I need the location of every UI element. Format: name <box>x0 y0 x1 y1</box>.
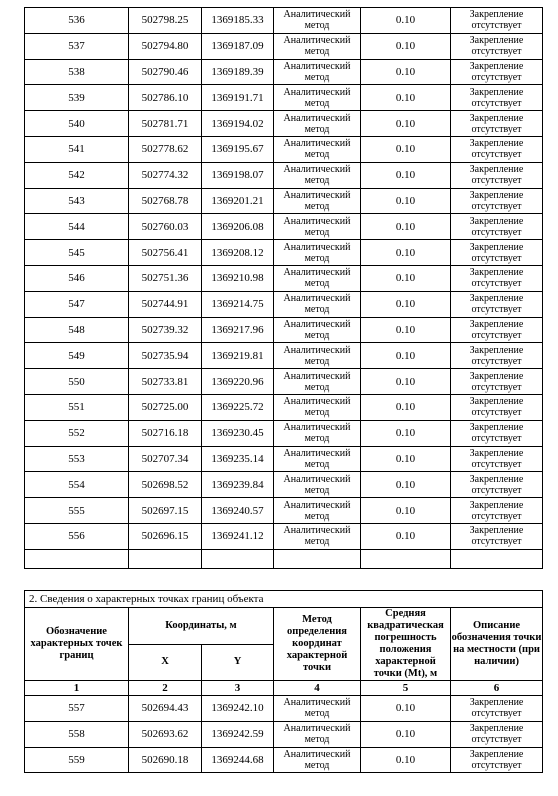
error-cell: 0.10 <box>361 162 451 188</box>
x-coordinate-cell: 502697.15 <box>129 498 202 524</box>
table-row <box>25 162 543 188</box>
error-cell: 0.10 <box>361 498 451 524</box>
description-cell: Закрепление отсутствует <box>451 420 543 446</box>
method-cell: Аналитический метод <box>274 747 361 773</box>
error-cell: 0.10 <box>361 369 451 395</box>
empty-cell <box>129 549 202 568</box>
description-cell: Закрепление отсутствует <box>451 747 543 773</box>
error-cell: 0.10 <box>361 240 451 266</box>
description-cell: Закрепление отсутствует <box>451 498 543 524</box>
description-cell: Закрепление отсутствует <box>451 369 543 395</box>
method-cell: Аналитический метод <box>274 446 361 472</box>
table-row <box>25 394 543 420</box>
point-number-cell: 556 <box>25 523 129 549</box>
description-cell: Закрепление отсутствует <box>451 136 543 162</box>
y-coordinate-cell: 1369241.12 <box>202 523 274 549</box>
col-number: 1 <box>25 681 129 696</box>
x-coordinate-cell: 502786.10 <box>129 85 202 111</box>
method-cell: Аналитический метод <box>274 317 361 343</box>
point-number-cell: 551 <box>25 394 129 420</box>
point-number-cell: 552 <box>25 420 129 446</box>
table-row <box>25 369 543 395</box>
y-coordinate-cell: 1369230.45 <box>202 420 274 446</box>
method-cell: Аналитический метод <box>274 265 361 291</box>
point-number-cell: 558 <box>25 721 129 747</box>
description-cell: Закрепление отсутствует <box>451 265 543 291</box>
method-cell: Аналитический метод <box>274 291 361 317</box>
x-coordinate-cell: 502739.32 <box>129 317 202 343</box>
description-cell: Закрепление отсутствует <box>451 162 543 188</box>
empty-cell <box>25 549 129 568</box>
table-row <box>25 747 543 773</box>
y-coordinate-cell: 1369201.21 <box>202 188 274 214</box>
table-row <box>25 136 543 162</box>
method-cell: Аналитический метод <box>274 696 361 722</box>
header-description: Описание обозначения точки на местности (при наличии) <box>451 608 543 681</box>
y-coordinate-cell: 1369191.71 <box>202 85 274 111</box>
description-cell: Закрепление отсутствует <box>451 240 543 266</box>
method-cell: Аналитический метод <box>274 394 361 420</box>
error-cell: 0.10 <box>361 214 451 240</box>
y-coordinate-cell: 1369242.10 <box>202 696 274 722</box>
y-coordinate-cell: 1369219.81 <box>202 343 274 369</box>
table-row <box>25 240 543 266</box>
header-method: Метод определения координат характерной точки <box>274 608 361 681</box>
x-coordinate-cell: 502768.78 <box>129 188 202 214</box>
table-row <box>25 498 543 524</box>
coordinates-table-continued <box>24 7 543 569</box>
table-row <box>25 59 543 85</box>
x-coordinate-cell: 502794.80 <box>129 33 202 59</box>
method-cell: Аналитический метод <box>274 369 361 395</box>
y-coordinate-cell: 1369195.67 <box>202 136 274 162</box>
description-cell: Закрепление отсутствует <box>451 85 543 111</box>
header-coordinates: Координаты, м <box>129 608 274 645</box>
x-coordinate-cell: 502778.62 <box>129 136 202 162</box>
description-cell: Закрепление отсутствует <box>451 446 543 472</box>
table-row <box>25 214 543 240</box>
y-coordinate-cell: 1369217.96 <box>202 317 274 343</box>
point-number-cell: 538 <box>25 59 129 85</box>
table-row <box>25 721 543 747</box>
error-cell: 0.10 <box>361 446 451 472</box>
x-coordinate-cell: 502707.34 <box>129 446 202 472</box>
table-row <box>25 33 543 59</box>
x-coordinate-cell: 502774.32 <box>129 162 202 188</box>
table-row <box>25 446 543 472</box>
header-x: X <box>129 644 202 681</box>
description-cell: Закрепление отсутствует <box>451 343 543 369</box>
x-coordinate-cell: 502733.81 <box>129 369 202 395</box>
section-title: 2. Сведения о характерных точках границ объекта <box>25 591 543 608</box>
boundary-points-table <box>24 590 543 773</box>
description-cell: Закрепление отсутствует <box>451 291 543 317</box>
y-coordinate-cell: 1369185.33 <box>202 8 274 34</box>
error-cell: 0.10 <box>361 136 451 162</box>
x-coordinate-cell: 502798.25 <box>129 8 202 34</box>
method-cell: Аналитический метод <box>274 33 361 59</box>
x-coordinate-cell: 502751.36 <box>129 265 202 291</box>
point-number-cell: 540 <box>25 111 129 137</box>
y-coordinate-cell: 1369214.75 <box>202 291 274 317</box>
method-cell: Аналитический метод <box>274 214 361 240</box>
col-number: 5 <box>361 681 451 696</box>
method-cell: Аналитический метод <box>274 85 361 111</box>
error-cell: 0.10 <box>361 472 451 498</box>
point-number-cell: 536 <box>25 8 129 34</box>
method-cell: Аналитический метод <box>274 498 361 524</box>
col-number: 6 <box>451 681 543 696</box>
table-row <box>25 472 543 498</box>
point-number-cell: 548 <box>25 317 129 343</box>
error-cell: 0.10 <box>361 291 451 317</box>
table-row <box>25 188 543 214</box>
error-cell: 0.10 <box>361 721 451 747</box>
x-coordinate-cell: 502693.62 <box>129 721 202 747</box>
y-coordinate-cell: 1369239.84 <box>202 472 274 498</box>
description-cell: Закрепление отсутствует <box>451 721 543 747</box>
error-cell: 0.10 <box>361 317 451 343</box>
empty-cell <box>202 549 274 568</box>
method-cell: Аналитический метод <box>274 420 361 446</box>
point-number-cell: 550 <box>25 369 129 395</box>
empty-cell <box>451 549 543 568</box>
y-coordinate-cell: 1369194.02 <box>202 111 274 137</box>
x-coordinate-cell: 502716.18 <box>129 420 202 446</box>
point-number-cell: 544 <box>25 214 129 240</box>
y-coordinate-cell: 1369206.08 <box>202 214 274 240</box>
point-number-cell: 539 <box>25 85 129 111</box>
point-number-cell: 549 <box>25 343 129 369</box>
x-coordinate-cell: 502781.71 <box>129 111 202 137</box>
method-cell: Аналитический метод <box>274 8 361 34</box>
method-cell: Аналитический метод <box>274 162 361 188</box>
error-cell: 0.10 <box>361 33 451 59</box>
point-number-cell: 543 <box>25 188 129 214</box>
method-cell: Аналитический метод <box>274 59 361 85</box>
description-cell: Закрепление отсутствует <box>451 523 543 549</box>
point-number-cell: 559 <box>25 747 129 773</box>
y-coordinate-cell: 1369210.98 <box>202 265 274 291</box>
description-cell: Закрепление отсутствует <box>451 317 543 343</box>
description-cell: Закрепление отсутствует <box>451 111 543 137</box>
table-row <box>25 420 543 446</box>
table-row <box>25 265 543 291</box>
error-cell: 0.10 <box>361 343 451 369</box>
error-cell: 0.10 <box>361 111 451 137</box>
method-cell: Аналитический метод <box>274 343 361 369</box>
description-cell: Закрепление отсутствует <box>451 394 543 420</box>
point-number-cell: 546 <box>25 265 129 291</box>
method-cell: Аналитический метод <box>274 721 361 747</box>
table-row <box>25 291 543 317</box>
description-cell: Закрепление отсутствует <box>451 188 543 214</box>
y-coordinate-cell: 1369242.59 <box>202 721 274 747</box>
x-coordinate-cell: 502790.46 <box>129 59 202 85</box>
x-coordinate-cell: 502696.15 <box>129 523 202 549</box>
table-row <box>25 523 543 549</box>
header-y: Y <box>202 644 274 681</box>
point-number-cell: 542 <box>25 162 129 188</box>
error-cell: 0.10 <box>361 8 451 34</box>
table-row <box>25 317 543 343</box>
y-coordinate-cell: 1369240.57 <box>202 498 274 524</box>
table-row <box>25 696 543 722</box>
method-cell: Аналитический метод <box>274 472 361 498</box>
y-coordinate-cell: 1369220.96 <box>202 369 274 395</box>
empty-row <box>25 549 543 568</box>
x-coordinate-cell: 502690.18 <box>129 747 202 773</box>
table-row <box>25 8 543 34</box>
error-cell: 0.10 <box>361 747 451 773</box>
point-number-cell: 557 <box>25 696 129 722</box>
method-cell: Аналитический метод <box>274 523 361 549</box>
table-row <box>25 343 543 369</box>
point-number-cell: 555 <box>25 498 129 524</box>
error-cell: 0.10 <box>361 188 451 214</box>
y-coordinate-cell: 1369244.68 <box>202 747 274 773</box>
error-cell: 0.10 <box>361 394 451 420</box>
x-coordinate-cell: 502698.52 <box>129 472 202 498</box>
x-coordinate-cell: 502725.00 <box>129 394 202 420</box>
point-number-cell: 553 <box>25 446 129 472</box>
method-cell: Аналитический метод <box>274 188 361 214</box>
method-cell: Аналитический метод <box>274 240 361 266</box>
method-cell: Аналитический метод <box>274 136 361 162</box>
col-number: 3 <box>202 681 274 696</box>
error-cell: 0.10 <box>361 420 451 446</box>
y-coordinate-cell: 1369208.12 <box>202 240 274 266</box>
x-coordinate-cell: 502694.43 <box>129 696 202 722</box>
point-number-cell: 537 <box>25 33 129 59</box>
description-cell: Закрепление отсутствует <box>451 59 543 85</box>
table-row <box>25 85 543 111</box>
point-number-cell: 547 <box>25 291 129 317</box>
y-coordinate-cell: 1369189.39 <box>202 59 274 85</box>
x-coordinate-cell: 502756.41 <box>129 240 202 266</box>
x-coordinate-cell: 502744.91 <box>129 291 202 317</box>
table-row <box>25 111 543 137</box>
y-coordinate-cell: 1369187.09 <box>202 33 274 59</box>
description-cell: Закрепление отсутствует <box>451 8 543 34</box>
header-error: Средняя квадратическая погрешность положения характерной точки (Mt), м <box>361 608 451 681</box>
point-number-cell: 554 <box>25 472 129 498</box>
description-cell: Закрепление отсутствует <box>451 472 543 498</box>
header-designation: Обозначение характерных точек границ <box>25 608 129 681</box>
y-coordinate-cell: 1369225.72 <box>202 394 274 420</box>
empty-cell <box>274 549 361 568</box>
y-coordinate-cell: 1369198.07 <box>202 162 274 188</box>
error-cell: 0.10 <box>361 265 451 291</box>
empty-cell <box>361 549 451 568</box>
description-cell: Закрепление отсутствует <box>451 33 543 59</box>
x-coordinate-cell: 502760.03 <box>129 214 202 240</box>
col-number: 4 <box>274 681 361 696</box>
point-number-cell: 545 <box>25 240 129 266</box>
coordinates-table-body <box>25 8 543 569</box>
point-number-cell: 541 <box>25 136 129 162</box>
error-cell: 0.10 <box>361 85 451 111</box>
col-number: 2 <box>129 681 202 696</box>
error-cell: 0.10 <box>361 59 451 85</box>
error-cell: 0.10 <box>361 523 451 549</box>
method-cell: Аналитический метод <box>274 111 361 137</box>
error-cell: 0.10 <box>361 696 451 722</box>
description-cell: Закрепление отсутствует <box>451 696 543 722</box>
y-coordinate-cell: 1369235.14 <box>202 446 274 472</box>
x-coordinate-cell: 502735.94 <box>129 343 202 369</box>
description-cell: Закрепление отсутствует <box>451 214 543 240</box>
